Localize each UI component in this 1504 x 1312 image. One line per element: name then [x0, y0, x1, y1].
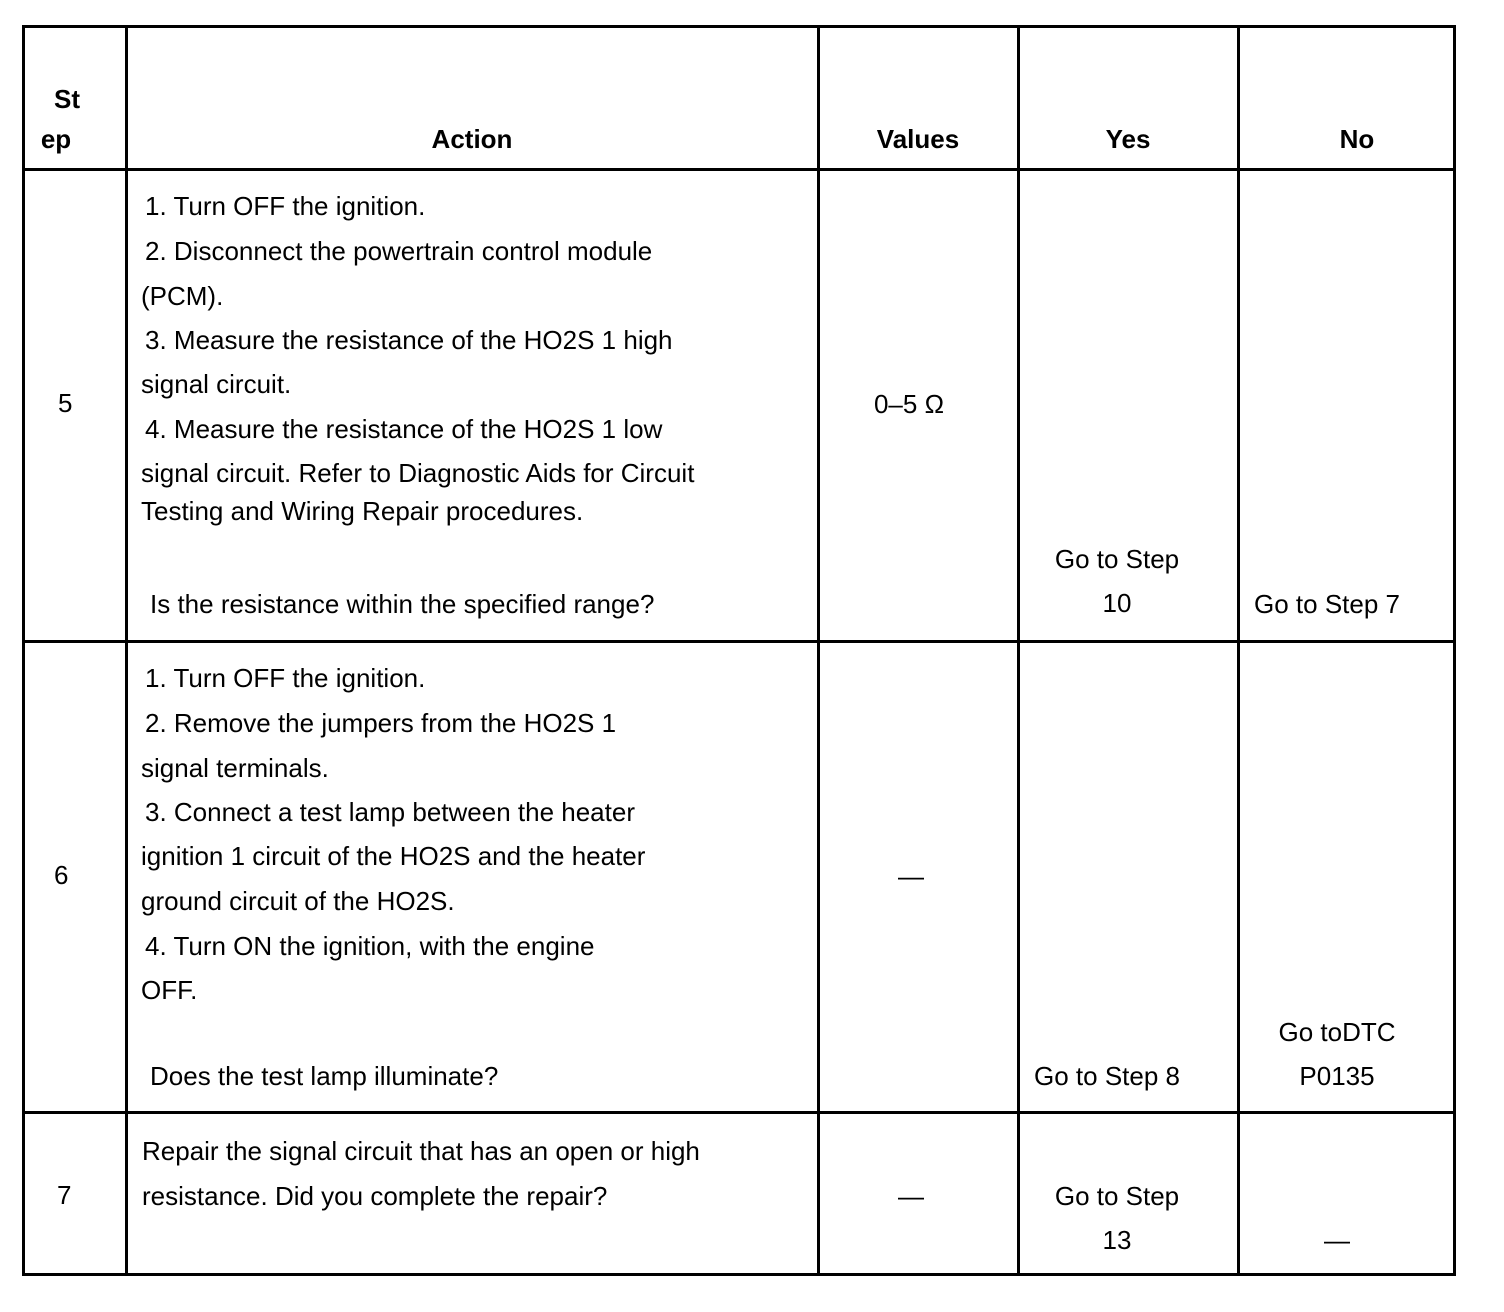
step-number: 7	[57, 1180, 72, 1210]
action-line: 4. Turn ON the ignition, with the engine	[145, 931, 595, 961]
header-step-line1: St	[54, 84, 80, 114]
yes-cell-line2: 10	[1102, 588, 1132, 618]
no-cell: Go to Step 7	[1254, 589, 1400, 619]
header-action: Action	[431, 124, 513, 154]
header-step-line2: ep	[40, 124, 72, 154]
step-number: 5	[58, 388, 73, 418]
action-line: ground circuit of the HO2S.	[141, 886, 455, 916]
column-divider	[1017, 28, 1020, 1273]
header-yes: Yes	[1105, 124, 1151, 154]
header-values: Values	[876, 124, 960, 154]
action-line: (PCM).	[141, 281, 224, 311]
action-line: Repair the signal circuit that has an open or high	[142, 1136, 700, 1166]
action-line: resistance. Did you complete the repair?	[142, 1181, 608, 1211]
yes-cell-line1: Go to Step	[1054, 1181, 1180, 1211]
yes-cell: Go to Step 8	[1034, 1061, 1180, 1091]
action-line: signal circuit. Refer to Diagnostic Aids for Circuit	[141, 458, 695, 488]
action-line: signal terminals.	[141, 753, 329, 783]
column-divider	[125, 28, 128, 1273]
action-question: Does the test lamp illuminate?	[150, 1061, 499, 1091]
row-divider	[25, 1111, 1453, 1114]
action-line: 1. Turn OFF the ignition.	[145, 663, 426, 693]
row-divider	[25, 168, 1453, 171]
row-divider	[25, 640, 1453, 643]
action-line: Testing and Wiring Repair procedures.	[141, 496, 584, 526]
value-cell: —	[898, 861, 924, 891]
step-number: 6	[54, 860, 69, 890]
action-line: ignition 1 circuit of the HO2S and the heater	[141, 841, 646, 871]
yes-cell-line1: Go to Step	[1054, 544, 1180, 574]
action-line: OFF.	[141, 975, 198, 1005]
action-line: 1. Turn OFF the ignition.	[145, 191, 426, 221]
action-line: 2. Disconnect the powertrain control module	[145, 236, 653, 266]
no-cell: —	[1324, 1225, 1350, 1255]
action-question: Is the resistance within the specified range?	[150, 589, 655, 619]
action-line: 3. Measure the resistance of the HO2S 1 high	[145, 325, 673, 355]
action-line: 4. Measure the resistance of the HO2S 1 low	[145, 414, 663, 444]
column-divider	[817, 28, 820, 1273]
value-cell: 0–5 Ω	[873, 389, 945, 419]
header-no: No	[1339, 124, 1375, 154]
no-cell-line2: P0135	[1299, 1061, 1375, 1091]
value-cell: —	[898, 1181, 924, 1211]
action-line: 3. Connect a test lamp between the heater	[145, 797, 635, 827]
yes-cell-line2: 13	[1102, 1225, 1132, 1255]
action-line: 2. Remove the jumpers from the HO2S 1	[145, 708, 617, 738]
no-cell-line1: Go toDTC	[1278, 1017, 1396, 1047]
action-line: signal circuit.	[141, 369, 292, 399]
